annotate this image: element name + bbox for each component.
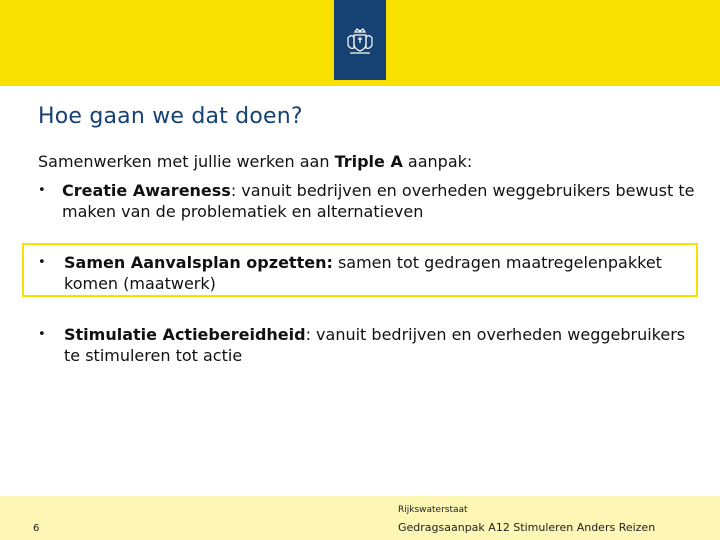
intro-suffix: aanpak: — [402, 152, 473, 171]
slide-title: Hoe gaan we dat doen? — [38, 104, 303, 129]
intro-bold: Triple A — [334, 152, 403, 171]
bullet-marker: • — [38, 327, 46, 342]
bullet-text: : vanuit bedrijven en overheden weggebruikers te stimuleren tot actie — [64, 325, 686, 365]
intro-line — [38, 152, 472, 171]
bullet-marker: • — [38, 255, 46, 270]
presentation-title: Gedragsaanpak A12 Stimuleren Anders Reizen — [398, 521, 656, 534]
organization-name: Rijkswaterstaat — [398, 505, 468, 515]
logo-bar — [334, 0, 386, 80]
bullet-text: samen tot gedragen maatregelenpakket komen (maatwerk) — [64, 253, 662, 293]
intro-prefix: Samenwerken met jullie werken aan — [38, 152, 335, 171]
bullet-heading: Creatie Awareness — [62, 181, 231, 200]
page-number: 6 — [33, 523, 40, 534]
bullet-heading: Samen Aanvalsplan opzetten: — [64, 253, 333, 272]
bullet-marker: • — [38, 183, 46, 198]
coat-of-arms-icon — [344, 26, 376, 58]
bullet-text: : vanuit bedrijven en overheden weggebruikers bewust te maken van de problematiek en alternatieven — [62, 181, 695, 221]
bullet-heading: Stimulatie Actiebereidheid — [64, 325, 306, 344]
